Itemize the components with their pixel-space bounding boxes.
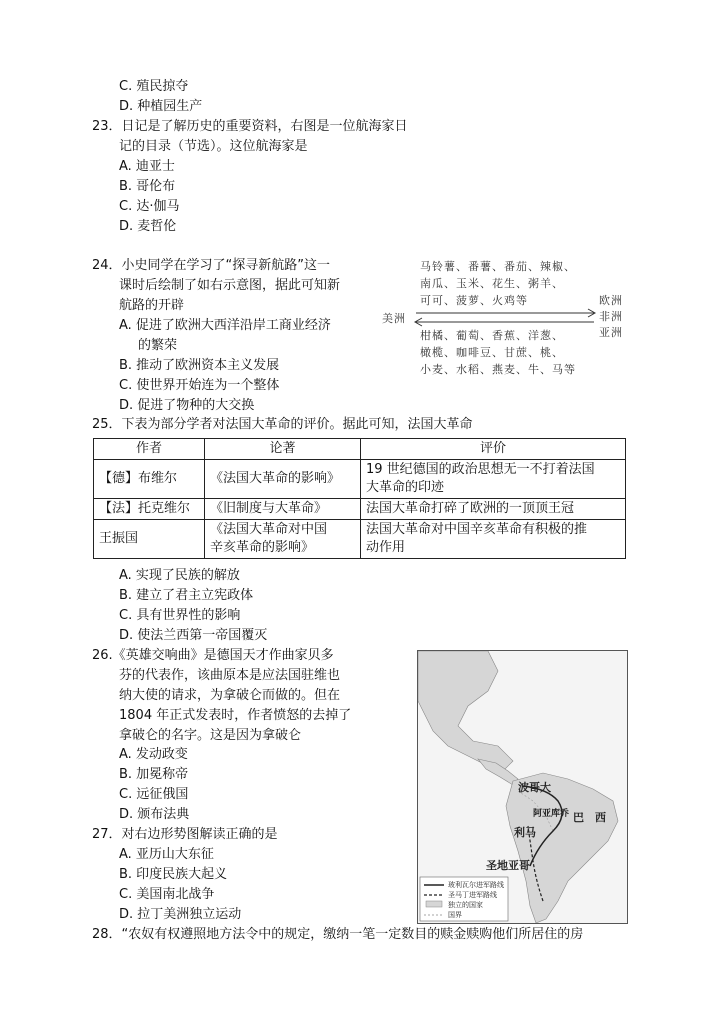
q23-stem-line1: 23．日记是了解历史的重要资料，右图是一位航海家日: [92, 119, 408, 134]
q23-option-c: C. 达·伽马: [119, 199, 180, 214]
diagram-right-label1: 欧洲: [599, 294, 623, 307]
q24-stem-line1: 24．小史同学在学习了“探寻新航路”这一: [92, 258, 331, 273]
q25-option-c: C. 具有世界性的影响: [119, 608, 241, 623]
row2-eval: 法国大革命打碎了欧洲的一顶顶王冠: [361, 499, 626, 520]
legend-bolivar: 玻利瓦尔进军路线: [448, 881, 504, 889]
q27-option-d: D. 拉丁美洲独立运动: [119, 907, 242, 922]
row1-eval: 19 世纪德国的政治思想无一不打着法国 大革命的印迹: [361, 460, 626, 499]
header-work: 论著: [205, 439, 361, 460]
header-eval: 评价: [361, 439, 626, 460]
q26-stem-line2: 芬的代表作，该曲原本是应法国驻维也: [119, 668, 341, 683]
q27-option-a: A. 亚历山大东征: [119, 847, 214, 862]
diagram-bottom-line1: 柑橘、葡萄、香蕉、洋葱、: [420, 329, 564, 342]
diagram-top-line3: 可可、菠萝、火鸡等: [420, 294, 528, 307]
table-row: [94, 460, 626, 499]
diagram-right-label3: 亚洲: [599, 326, 623, 339]
q23-option-d: D. 麦哲伦: [119, 219, 177, 234]
q25-option-a: A. 实现了民族的解放: [119, 568, 240, 583]
q25-option-b: B. 建立了君主立宪政体: [119, 588, 254, 603]
q23-stem-line2: 记的目录（节选）。这位航海家是: [119, 139, 308, 154]
diagram-bottom-line3: 小麦、水稻、燕麦、牛、马等: [420, 363, 576, 376]
q26-stem-line1: 26.《英雄交响曲》是德国天才作曲家贝多: [92, 648, 334, 663]
q26-stem-line5: 拿破仑的名字。这是因为拿破仑: [119, 728, 302, 743]
row3-eval: 法国大革命对中国辛亥革命有积极的推 动作用: [361, 520, 626, 559]
label-bogota: 波哥大: [518, 781, 551, 794]
q24-option-a-cont: 的繁荣: [138, 338, 178, 353]
q23-option-b: B. 哥伦布: [119, 179, 176, 194]
q26-option-a: A. 发动政变: [119, 747, 188, 762]
row2-work: 《旧制度与大革命》: [205, 499, 361, 520]
table-row: [94, 520, 626, 559]
label-brazil: 巴 西: [573, 811, 606, 824]
q27-option-c: C. 美国南北战争: [119, 887, 215, 902]
q28-stem: 28．“农奴有权遵照地方法令中的规定，缴纳一笔一定数目的赎金赎购他们所居住的房: [92, 927, 584, 942]
diagram-bottom-line2: 橄榄、咖啡豆、甘蔗、桃、: [420, 346, 564, 359]
row1-author: 【德】布维尔: [94, 460, 205, 499]
q26-stem-line4: 1804 年正式发表时，作者愤怒的去掉了: [119, 708, 352, 723]
q24-option-d: D. 促进了物种的大交换: [119, 398, 255, 413]
row2-author: 【法】托克维尔: [94, 499, 205, 520]
map-svg: [418, 651, 627, 923]
label-lima: 利马: [514, 826, 536, 839]
q26-option-b: B. 加冕称帝: [119, 767, 189, 782]
q24-stem-line2: 课时后绘制了如右示意图，据此可知新: [119, 278, 341, 293]
q27-stem: 27．对右边形势图解读正确的是: [92, 827, 278, 842]
legend-sanmartin: 圣马丁进军路线: [448, 891, 497, 899]
q25-stem: 25．下表为部分学者对法国大革命的评价。据此可知，法国大革命: [92, 417, 473, 432]
q23-option-a: A. 迪亚士: [119, 159, 175, 174]
table-header-row: [94, 439, 626, 460]
row1-work: 《法国大革命的影响》: [205, 460, 361, 499]
q22-option-d: D. 种植园生产: [119, 99, 203, 114]
q24-option-c: C. 使世界开始连为一个整体: [119, 378, 280, 393]
header-author: 作者: [94, 439, 205, 460]
q26-option-c: C. 远征俄国: [119, 787, 189, 802]
evaluation-table: [93, 438, 626, 559]
q24-stem-line3: 航路的开辟: [119, 298, 185, 313]
diagram-top-line1: 马铃薯、番薯、番茄、辣椒、: [420, 260, 576, 273]
legend-border: 国界: [448, 911, 462, 919]
diagram-right-label2: 非洲: [599, 310, 623, 323]
diagram-top-line2: 南瓜、玉米、花生、粥羊、: [420, 277, 564, 290]
q24-option-b: B. 推动了欧洲资本主义发展: [119, 358, 280, 373]
latin-america-map: [417, 650, 628, 924]
row3-work: 《法国大革命对中国 辛亥革命的影响》: [205, 520, 361, 559]
q27-option-b: B. 印度民族大起义: [119, 867, 228, 882]
table-row: [94, 499, 626, 520]
q26-option-d: D. 颁布法典: [119, 807, 190, 822]
legend-country: 独立的国家: [448, 901, 483, 909]
q26-stem-line3: 纳大使的请求，为拿破仑而做的。但在: [119, 688, 341, 703]
legend-country-swatch: [426, 901, 442, 907]
row3-author: 王振国: [94, 520, 205, 559]
diagram-left-label: 美洲: [382, 312, 406, 325]
q25-option-d: D. 使法兰西第一帝国覆灭: [119, 628, 268, 643]
label-ayacucho: 阿亚库乔: [533, 809, 570, 819]
q24-option-a: A. 促进了欧洲大西洋沿岸工商业经济: [119, 318, 331, 333]
label-santiago: 圣地亚哥: [486, 859, 530, 872]
q22-option-c: C. 殖民掠夺: [119, 79, 189, 94]
